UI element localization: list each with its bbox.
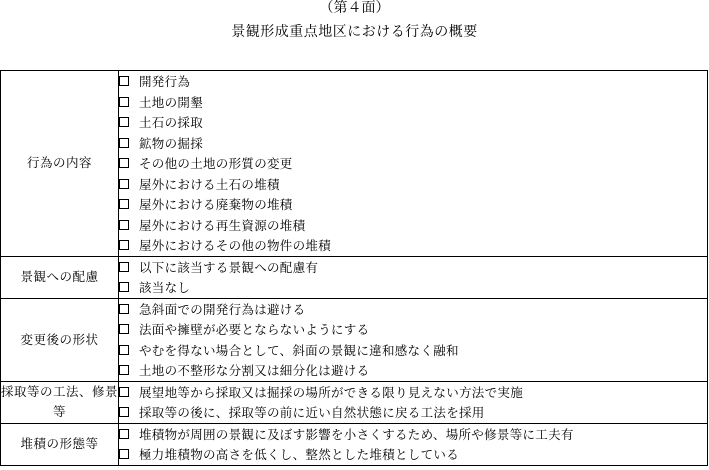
- checkbox-item[interactable]: [119, 112, 707, 133]
- checkbox-label: 開発行為: [139, 74, 191, 90]
- checkbox-icon[interactable]: [119, 240, 129, 250]
- checkbox-label: 急斜面での開発行為は避ける: [139, 301, 306, 317]
- checkbox-item[interactable]: [119, 153, 707, 174]
- checkbox-icon[interactable]: [119, 138, 129, 148]
- checkbox-icon[interactable]: [119, 179, 129, 189]
- checkbox-item[interactable]: [119, 257, 707, 278]
- checkbox-label: 該当なし: [139, 280, 191, 296]
- checkbox-label: 法面や擁壁が必要とならないようにする: [139, 322, 370, 338]
- checkbox-item[interactable]: [119, 444, 707, 465]
- section-row-deposit-form: [1, 423, 708, 465]
- checkbox-icon[interactable]: [119, 407, 129, 417]
- section-row-extraction-method: [1, 381, 708, 423]
- checkbox-label: 土地の開墾: [139, 94, 204, 110]
- section-label-extraction-method: 採取等の工法、修景等: [1, 381, 119, 423]
- checkbox-icon[interactable]: [119, 304, 129, 314]
- checkbox-label: 極力堆積物の高さを低くし、整然とした堆積としている: [139, 447, 460, 463]
- checkbox-label: 屋外における土石の堆積: [139, 176, 280, 192]
- checkbox-icon[interactable]: [119, 449, 129, 459]
- checkbox-item[interactable]: [119, 424, 707, 445]
- section-items-extraction-method: [119, 381, 708, 423]
- page-number: （第４面）: [319, 0, 390, 16]
- section-label-shape-after-change: 変更後の形状: [1, 298, 119, 381]
- section-items-landscape-consideration: [119, 256, 708, 298]
- checkbox-icon[interactable]: [119, 158, 129, 168]
- checkbox-icon[interactable]: [119, 429, 129, 439]
- section-label-deposit-form: 堆積の形態等: [1, 423, 119, 465]
- section-items-deposit-form: [119, 423, 708, 465]
- checkbox-icon[interactable]: [119, 97, 129, 107]
- activity-summary-table: [0, 70, 708, 466]
- checkbox-item[interactable]: [119, 194, 707, 215]
- section-row-shape-after-change: [1, 298, 708, 381]
- checkbox-item[interactable]: [119, 174, 707, 195]
- checkbox-icon[interactable]: [119, 324, 129, 334]
- checkbox-label: 堆積物が周囲の景観に及ぼす影響を小さくするため、場所や修景等に工夫有: [139, 426, 574, 442]
- section-label-landscape-consideration: 景観への配慮: [1, 256, 119, 298]
- checkbox-label: 土地の不整形な分割又は細分化は避ける: [139, 363, 370, 379]
- checkbox-icon[interactable]: [119, 199, 129, 209]
- document-title: 景観形成重点地区における行為の概要: [231, 24, 478, 40]
- checkbox-label: やむを得ない場合として、斜面の景観に違和感なく融和: [139, 342, 459, 358]
- checkbox-item[interactable]: [119, 382, 707, 403]
- section-label-activity: 行為の内容: [1, 71, 119, 257]
- checkbox-icon[interactable]: [119, 117, 129, 127]
- checkbox-item[interactable]: [119, 215, 707, 236]
- checkbox-item[interactable]: [119, 319, 707, 340]
- checkbox-item[interactable]: [119, 71, 707, 92]
- checkbox-label: 屋外における再生資源の堆積: [139, 217, 306, 233]
- checkbox-item[interactable]: [119, 402, 707, 423]
- checkbox-item[interactable]: [119, 277, 707, 298]
- checkbox-icon[interactable]: [119, 220, 129, 230]
- checkbox-item[interactable]: [119, 360, 707, 381]
- checkbox-icon[interactable]: [119, 76, 129, 86]
- checkbox-label: 屋外におけるその他の物件の堆積: [139, 238, 332, 254]
- checkbox-label: 採取等の後に、採取等の前に近い自然状態に戻る工法を採用: [139, 405, 485, 421]
- checkbox-label: 鉱物の掘採: [139, 135, 204, 151]
- checkbox-icon[interactable]: [119, 262, 129, 272]
- checkbox-item[interactable]: [119, 340, 707, 361]
- checkbox-label: 屋外における廃棄物の堆積: [139, 197, 293, 213]
- checkbox-item[interactable]: [119, 133, 707, 154]
- checkbox-item[interactable]: [119, 92, 707, 113]
- checkbox-label: 展望地等から採取又は掘採の場所ができる限り見えない方法で実施: [139, 384, 524, 400]
- checkbox-label: 以下に該当する景観への配慮有: [139, 259, 319, 275]
- checkbox-icon[interactable]: [119, 387, 129, 397]
- checkbox-label: 土石の採取: [139, 115, 204, 131]
- section-row-landscape-consideration: [1, 256, 708, 298]
- checkbox-icon[interactable]: [119, 345, 129, 355]
- checkbox-label: その他の土地の形質の変更: [139, 156, 293, 172]
- checkbox-icon[interactable]: [119, 365, 129, 375]
- checkbox-item[interactable]: [119, 235, 707, 256]
- section-items-activity: [119, 71, 708, 257]
- section-items-shape-after-change: [119, 298, 708, 381]
- checkbox-icon[interactable]: [119, 282, 129, 292]
- checkbox-item[interactable]: [119, 299, 707, 320]
- section-row-activity: [1, 71, 708, 257]
